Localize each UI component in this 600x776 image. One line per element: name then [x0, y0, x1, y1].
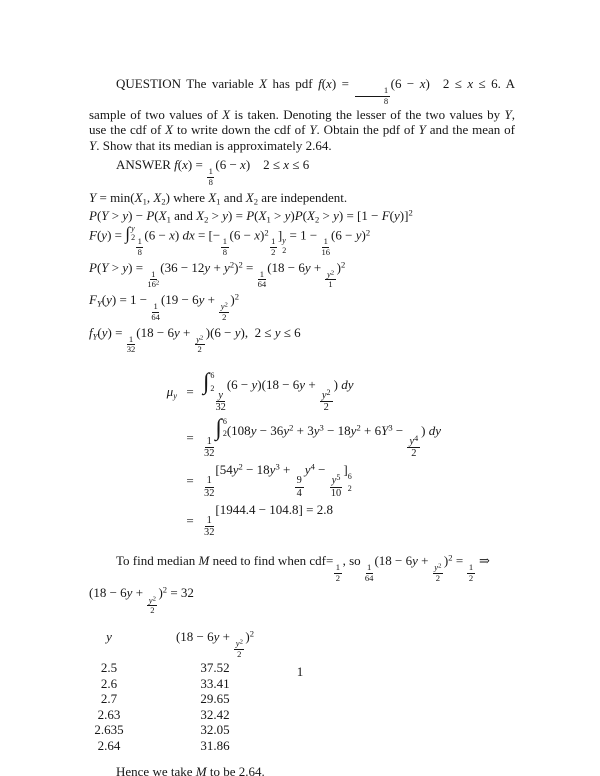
- formula-line: $F_Y(y) = 1$ − $\frac{1}{64}$ (19 − 6y + $\frac{y^2}{2}$ )$^2$: [89, 291, 240, 322]
- question-paragraph: QUESTION The variable X has pdf f(x) = $\frac{1}{8}$ (6 − x) 2 ≤ x ≤ 6. A sample of two values of X is taken. Denoting the lesser of the two values by Y, use the cdf of X to write down the cdf of Y. Obtain the pdf of Y and the mean of Y. Show that its median is approximately 2.64.: [89, 76, 516, 153]
- fraction: $\frac{1}{2}$: [335, 562, 341, 583]
- median-line-1: To find median M need to find when cdf= $\frac{1}{2}$ , so $\frac{1}{64}$ (18 − 6y + $\frac{y^2}{2}$ )$^2$ = $\frac{1}{2}$ ⇒: [116, 552, 490, 583]
- equation-row: [149, 462, 515, 499]
- y-value: 2.635: [94, 722, 124, 738]
- fraction: $\frac{y}{32}$: [215, 389, 226, 414]
- equation-row: [149, 502, 515, 539]
- fraction: $\frac{1}{8}$: [208, 166, 213, 187]
- integral-sign: ∫ y 2: [125, 223, 136, 244]
- fraction: $\frac{y^2}{2}$: [196, 333, 204, 355]
- y-value: 2.5: [100, 660, 118, 676]
- fraction: $\frac{1}{8}$: [222, 236, 228, 257]
- table-row: [73, 722, 515, 738]
- expression-value: 29.65: [200, 691, 230, 707]
- fraction: $\frac{y^2}{2}$: [220, 301, 228, 322]
- formula-line: $f_Y(y)$ = $\frac{1}{32}$ (18 − 6y + $\frac{y^2}{2}$ )(6 − y), 2 ≤ y ≤ 6: [89, 324, 301, 355]
- y-value: 2.63: [97, 706, 121, 722]
- integral-sign: ∫ 6 2: [215, 414, 227, 441]
- expression-value: 32.42: [200, 706, 230, 722]
- limit-stack: y 2: [282, 236, 287, 255]
- fraction: $\frac{1}{32}$: [204, 475, 215, 499]
- fraction: $\frac{1}{8}$: [355, 86, 389, 106]
- table-row: [73, 738, 515, 754]
- fraction: $\frac{1}{16}$: [321, 236, 331, 257]
- fraction: $\frac{1}{32}$: [204, 435, 215, 460]
- equation-rhs: $\frac{1}{32}$ [$54y^2 - 18y^3$ + $\frac{9}{4}$ $y^4$ − $\frac{y^5}{10}$ ] 6 2: [204, 462, 352, 499]
- col-expression-header: (18 − 6y + $\frac{y^2}{2}$ )$^2$: [175, 628, 255, 659]
- formula-line: ANSWER f(x) = $\frac{1}{8}$ (6 − x) 2 ≤ x ≤ 6: [116, 157, 310, 187]
- fraction: $\frac{1}{64}$: [364, 562, 374, 583]
- limit-stack: 6 2: [347, 471, 352, 494]
- equation-rhs: $\frac{1}{32}$ ∫ 6 2 ($108y - 36y^2 + 3y^3 - 18y^2 + 6Y^3$ − $\frac{y^4}{2}$ ) dy: [204, 414, 442, 460]
- y-value: 2.64: [97, 737, 121, 753]
- equation-rhs: $\frac{1}{32}$ [1944.4 − 104.8] = 2.8: [204, 502, 333, 539]
- equals-sign: =: [186, 384, 194, 400]
- fraction: $\frac{9}{4}$: [296, 475, 302, 499]
- fraction: $\frac{1}{8}$: [137, 236, 142, 257]
- fraction: $\frac{y^2}{1}$: [326, 268, 335, 290]
- fraction: $\frac{y^2}{2}$: [235, 638, 243, 659]
- fraction: $\frac{1}{2}$: [271, 236, 276, 257]
- table-header-row: [73, 627, 515, 660]
- fraction: $\frac{y^2}{2}$: [434, 562, 442, 583]
- fraction: $\frac{y^4}{2}$: [409, 433, 419, 460]
- expression-value: 33.41: [200, 675, 230, 691]
- equation-row: [149, 414, 515, 460]
- fraction: $\frac{1}{16^2}$: [147, 268, 160, 290]
- equation-rhs: ∫ 6 2 $\frac{y}{32}$ (6 − y)(18 − 6y + $\frac{y^2}{2}$ ) dy: [203, 369, 354, 414]
- answer-lines: [89, 156, 515, 355]
- fraction: $\frac{1}{64}$: [151, 301, 160, 322]
- fraction: $\frac{1}{64}$: [257, 268, 267, 290]
- formula-line: P(Y > y) = $\frac{1}{16^2}$ $(36 - 12y + y^2)^2$ = $\frac{1}{64}$ (18 − 6y + $\frac{y^2}{1}$ )$^2$: [89, 259, 346, 290]
- equation-row: [149, 371, 515, 414]
- table-row: [73, 707, 515, 723]
- equals-sign: =: [186, 430, 194, 446]
- value-table: [73, 627, 515, 754]
- fraction: $\frac{y^2}{2}$: [148, 594, 156, 616]
- fraction: $\frac{y^5}{10}$: [330, 473, 342, 499]
- table-row: [73, 691, 515, 707]
- median-paragraph: [89, 552, 515, 616]
- conclusion-text: Hence we take M to be 2.64.: [116, 764, 265, 776]
- col-y-header: y: [106, 628, 112, 644]
- expression-value: 32.05: [200, 722, 230, 738]
- equals-sign: =: [186, 472, 194, 488]
- y-value: 2.6: [100, 675, 118, 691]
- expression-value: 37.52: [200, 660, 230, 676]
- integral-sign: ∫ 6 2: [203, 369, 215, 396]
- fraction: $\frac{y^2}{2}$: [321, 388, 331, 414]
- formula-line: $P(Y > y) - P(X_1$ and $X_2 > y) = P(X_1 > y)P(X_2 > y) = [1 - F(y)]^2$: [89, 207, 413, 225]
- fraction: $\frac{1}{32}$: [126, 333, 136, 355]
- formula-line: F(y) = ∫ y 2 $\frac{1}{8}$ (6 − x) dx = [− $\frac{1}{8}$ $(6 - x)^2$ $\frac{1}{2}$ ] y 2 = 1 − $\frac{1}{16}$ $(6 - y)^2$: [89, 223, 371, 257]
- fraction: $\frac{1}{2}$: [468, 562, 474, 583]
- y-value: 2.7: [100, 691, 118, 707]
- mean-derivation: [149, 371, 515, 539]
- median-line-2: (18 − 6y + $\frac{y^2}{2}$ )$^2$ = 32: [89, 585, 194, 616]
- equation-lhs: $\mu_y$: [166, 384, 177, 401]
- page-number: 1: [296, 664, 304, 679]
- equals-sign: =: [186, 512, 194, 528]
- fraction: $\frac{1}{32}$: [204, 515, 215, 539]
- expression-value: 31.86: [200, 737, 230, 753]
- formula-line: $Y = \min(X_1$, $X_2$) where $X_1$ and $X_2$ are independent.: [89, 189, 348, 207]
